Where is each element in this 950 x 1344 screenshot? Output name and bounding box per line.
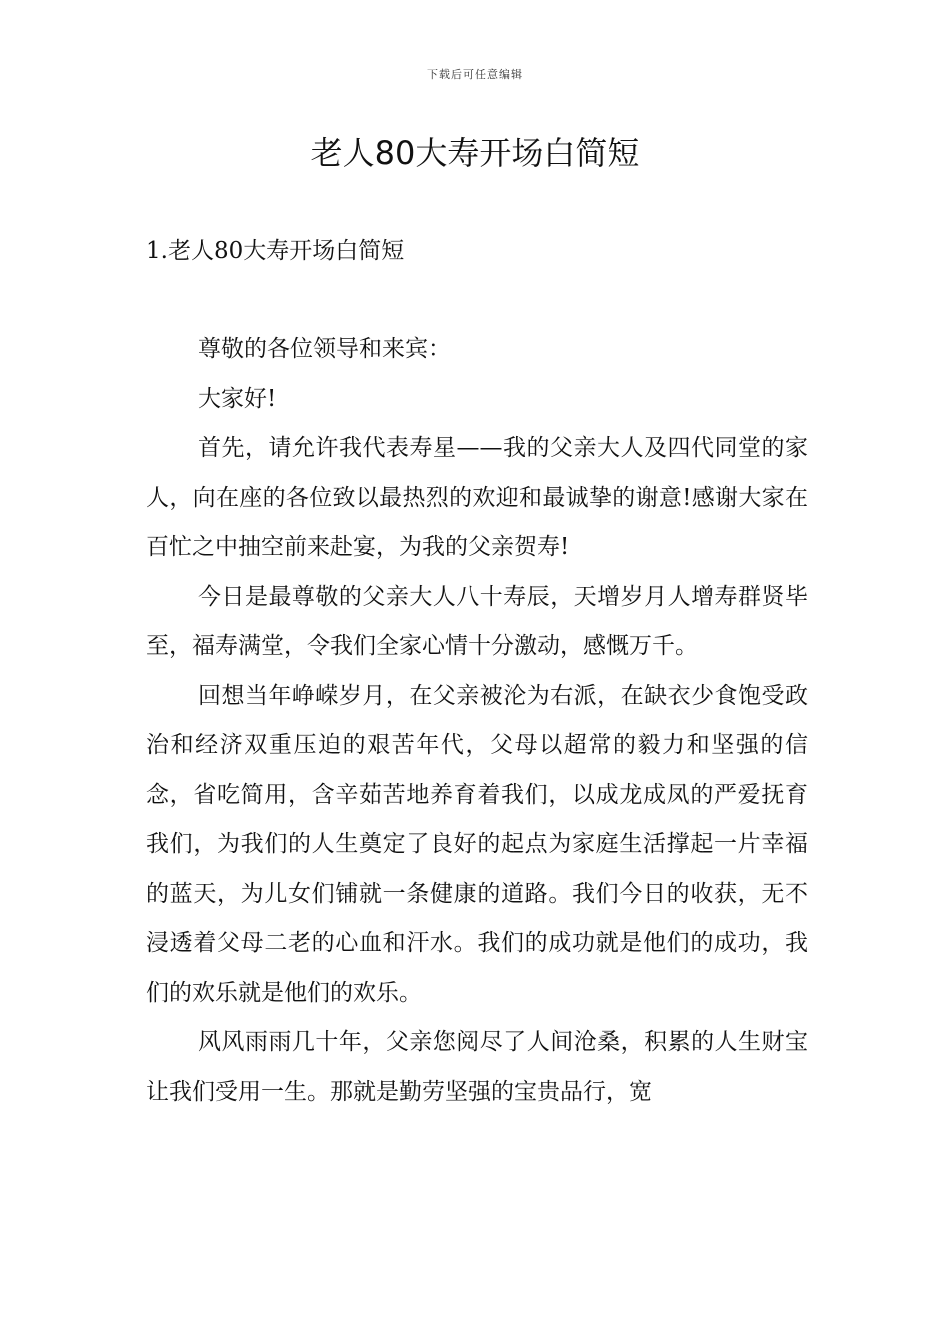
paragraph-greeting: 大家好!	[198, 385, 277, 412]
document-body	[146, 325, 808, 1117]
paragraph-birthday: 今日是最尊敬的父亲大人八十寿辰，天增岁月人增寿群贤毕至，福寿满堂，令我们全家心情十分激动，感慨万千。	[146, 583, 808, 659]
header-note: 下载后可任意编辑	[427, 68, 523, 81]
paragraph-welcome: 首先，请允许我代表寿星——我的父亲大人及四代同堂的家人，向在座的各位致以最热烈的欢迎和最诚挚的谢意!感谢大家在百忙之中抽空前来赴宴，为我的父亲贺寿!	[146, 435, 808, 560]
document-title: 老人80大寿开场白简短	[310, 134, 640, 172]
paragraph-salutation: 尊敬的各位领导和来宾：	[198, 336, 451, 362]
paragraph-legacy: 风风雨雨几十年，父亲您阅尽了人间沧桑，积累的人生财宝让我们受用一生。那就是勤劳坚强的宝贵品行，宽	[146, 1029, 808, 1105]
section-heading: 1.老人80大寿开场白简短	[146, 238, 405, 264]
paragraph-recollection: 回想当年峥嵘岁月，在父亲被沦为右派，在缺衣少食饱受政治和经济双重压迫的艰苦年代，父母以超常的毅力和坚强的信念，省吃简用，含辛茹苦地养育着我们，以成龙成凤的严爱抚育我们，为我们的人生奠定了良好的起点为家庭生活撑起一片幸福的蓝天，为儿女们铺就一条健康的道路。我们今日的收获，无不浸透着父母二老的心血和汗水。我们的成功就是他们的成功，我们的欢乐就是他们的欢乐。	[146, 682, 808, 1006]
